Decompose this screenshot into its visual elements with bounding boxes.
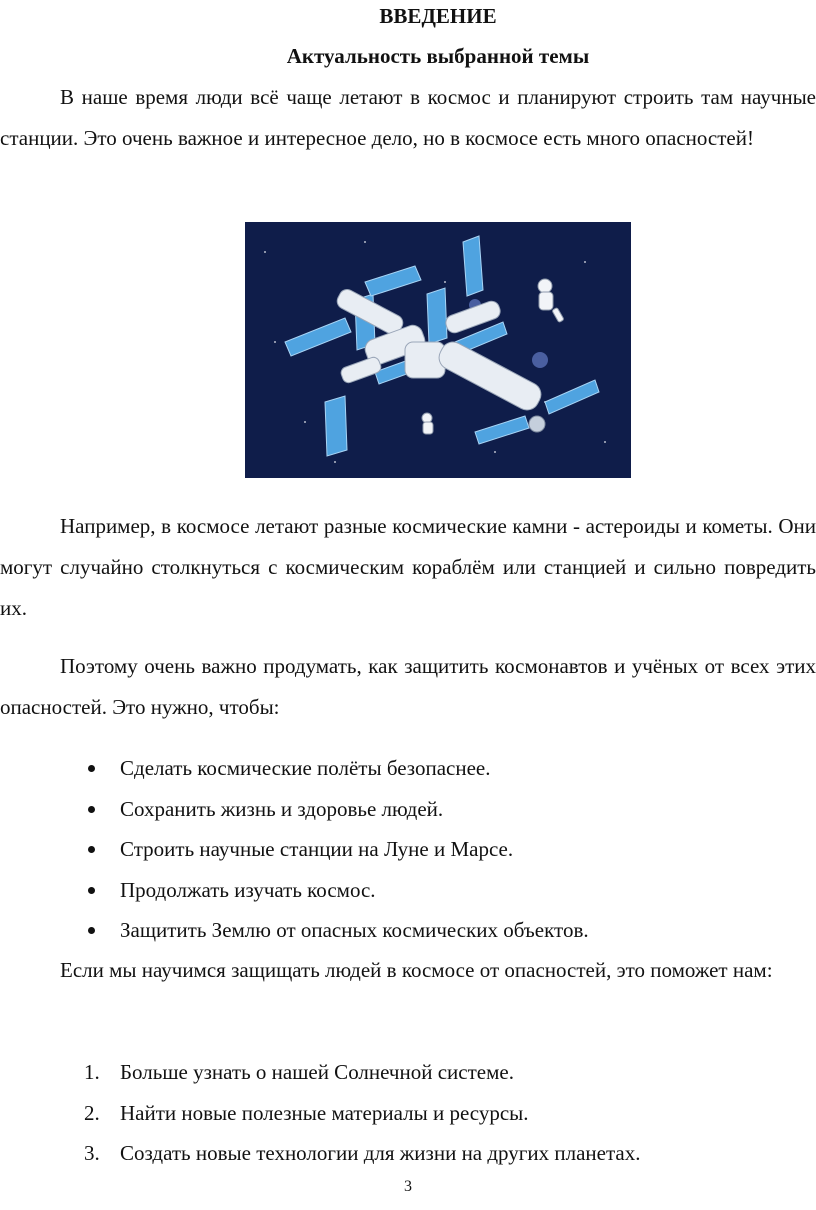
- bullet-icon: [88, 806, 95, 813]
- page-heading: ВВЕДЕНИЕ: [379, 4, 497, 28]
- list-item: [0, 789, 589, 830]
- bullet-icon: [88, 846, 95, 853]
- list-item: [0, 748, 589, 789]
- space-station-illustration: [245, 222, 631, 478]
- list-item-text: Создать новые технологии для жизни на других планетах.: [120, 1141, 641, 1165]
- section-subheading: Актуальность выбранной темы: [286, 44, 590, 68]
- list-item-text: Сделать космические полёты безопаснее.: [120, 756, 491, 780]
- list-number: 2.: [84, 1100, 100, 1125]
- bullet-icon: [88, 927, 95, 934]
- bullet-list: [0, 748, 589, 951]
- paragraph-asteroids: Например, в космосе летают разные космические камни - астероиды и кометы. Они могут случайно столкнуться с космическим кораблём или станцией и сильно повредить их.: [0, 514, 816, 620]
- list-item-text: Больше узнать о нашей Солнечной системе.: [120, 1060, 514, 1084]
- page-number: 3: [404, 1178, 412, 1195]
- list-item-text: Сохранить жизнь и здоровье людей.: [120, 796, 444, 821]
- list-number: 3.: [84, 1141, 100, 1165]
- paragraph-protection: Поэтому очень важно продумать, как защитить космонавтов и учёных от всех этих опасностей. Это нужно, чтобы:: [0, 654, 816, 719]
- paragraph-benefits: Если мы научимся защищать людей в космосе от опасностей, это поможет нам:: [60, 958, 773, 982]
- bullet-icon: [88, 887, 95, 894]
- list-item-text: Строить научные станции на Луне и Марсе.: [120, 837, 514, 861]
- list-item: [0, 829, 589, 870]
- list-item-text: Защитить Землю от опасных космических объектов.: [120, 918, 589, 942]
- numbered-list: [0, 1052, 641, 1174]
- list-item: [0, 870, 589, 911]
- paragraph-intro: В наше время люди всё чаще летают в космос и планируют строить там научные станции. Это очень важное и интересное дело, но в космосе есть много опасностей!: [0, 85, 816, 150]
- list-item-text: Продолжать изучать космос.: [120, 877, 376, 902]
- bullet-icon: [88, 765, 95, 772]
- list-item: [0, 1052, 641, 1093]
- list-item: [0, 910, 589, 951]
- list-item-text: Найти новые полезные материалы и ресурсы.: [120, 1100, 529, 1125]
- list-item: [0, 1133, 641, 1174]
- list-number: 1.: [84, 1060, 100, 1084]
- list-item: [0, 1093, 641, 1134]
